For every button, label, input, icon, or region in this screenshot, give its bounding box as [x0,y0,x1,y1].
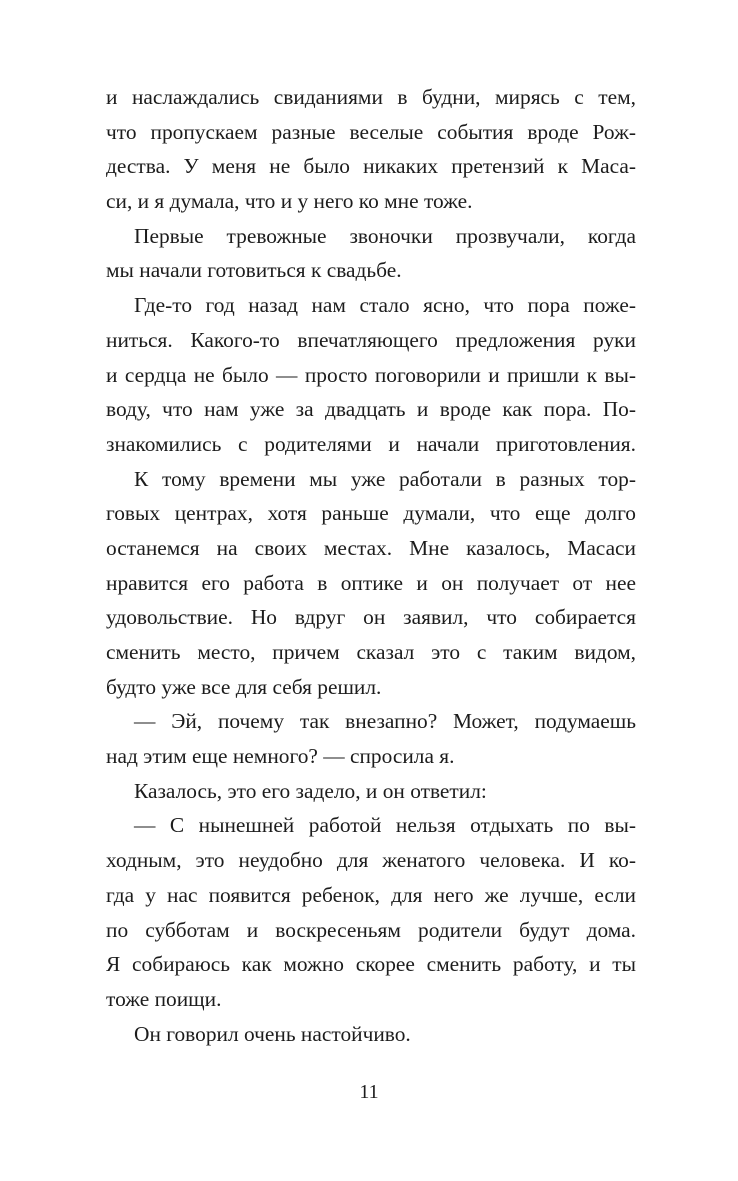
text-line: ходным, это неудобно для женатого человека. И ко- [106,848,636,873]
text-line: будто уже все для себя решил. [106,674,382,699]
body-text [106,80,636,1051]
text-line: ниться. Какого-то впечатляющего предложения руки [106,327,636,352]
text-line: нравится его работа в оптике и он получает от нее [106,570,636,595]
text-line: си, и я думала, что и у него ко мне тоже. [106,189,473,214]
text-line: — Эй, почему так внезапно? Может, подумаешь [134,709,636,734]
text-line: Он говорил очень настойчиво. [134,1021,411,1046]
text-line: по субботам и воскресеньям родители будут дома. [106,917,636,942]
text-line: и сердца не было — просто поговорили и пришли к вы- [106,362,636,387]
page-number: 11 [359,1081,379,1103]
text-line: знакомились с родителями и начали приготовления. [106,431,636,456]
text-line: Первые тревожные звоночки прозвучали, когда [134,223,636,248]
text-line: сменить место, причем сказал это с таким видом, [106,640,636,664]
text-line: воду, что нам уже за двадцать и вроде как пора. По- [106,397,636,422]
text-line: Где-то год назад нам стало ясно, что пора поже- [134,293,636,318]
text-line: Казалось, это его задело, и он ответил: [134,778,487,803]
text-line: мы начали готовиться к свадьбе. [106,258,402,283]
text-line: гда у нас появится ребенок, для него же лучше, если [106,882,636,907]
text-line: удовольствие. Но вдруг он заявил, что собирается [106,605,636,630]
text-line: что пропускаем разные веселые события вроде Рож- [106,119,636,144]
text-line: и наслаждались свиданиями в будни, мирясь с тем, [106,85,636,109]
text-line: Я собираюсь как можно скорее сменить работу, и ты [106,952,636,977]
text-line: К тому времени мы уже работали в разных тор- [134,466,636,491]
text-line: — С нынешней работой нельзя отдыхать по вы- [134,813,636,838]
text-line: останемся на своих местах. Мне казалось, Масаси [106,535,636,560]
text-line: дества. У меня не было никаких претензий к Маса- [106,154,636,179]
text-line: над этим еще немного? — спросила я. [106,744,455,769]
text-line: тоже поищи. [106,986,222,1011]
text-line: говых центрах, хотя раньше думали, что еще долго [106,501,636,526]
